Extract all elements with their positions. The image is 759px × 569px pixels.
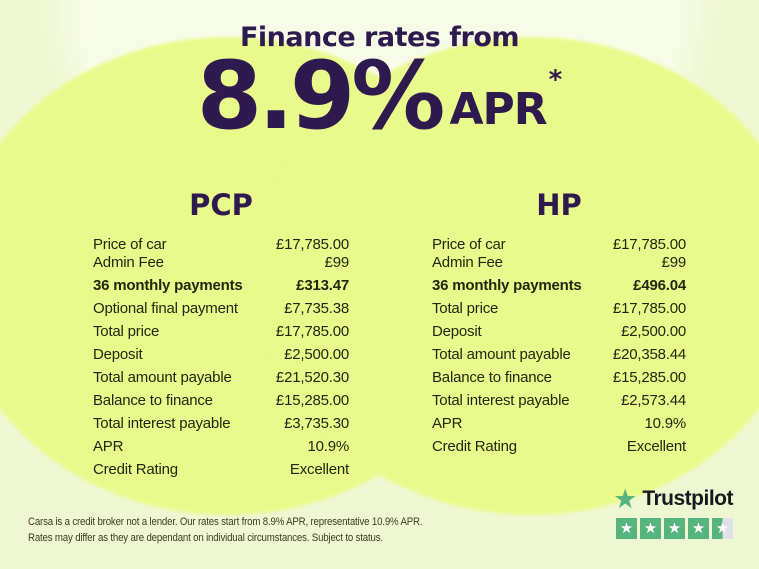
rate-apr-label: APR [449,84,547,135]
finance-row [93,392,349,410]
finance-row-label: Credit Rating [93,461,178,478]
finance-row-label: Credit Rating [432,438,517,455]
finance-row-label: Total price [432,300,499,317]
finance-row-label: 36 monthly payments [432,277,582,294]
trustpilot-star-box [712,518,733,539]
finance-row-label: Deposit [93,346,143,363]
finance-row [432,300,686,318]
finance-row [93,300,349,318]
finance-row [432,323,686,341]
finance-row-value: £17,785.00 [275,323,349,340]
trustpilot-star-icon: ★ [613,484,638,514]
finance-row-value: £3,735.30 [284,415,349,432]
finance-row-value: 10.9% [644,415,686,432]
finance-row [432,438,686,456]
star-icon: ★ [667,520,682,537]
rate-suffix [449,65,563,136]
star-icon: ★ [643,520,658,537]
finance-row-label: Optional final payment [93,300,238,317]
finance-row [432,277,686,295]
finance-row-label: Total amount payable [432,346,571,363]
finance-row [93,254,349,272]
finance-row-label: Balance to finance [432,369,552,386]
finance-row-label: Total amount payable [93,369,232,386]
finance-row [93,369,349,387]
headline-rate [0,42,759,151]
trustpilot-rating-stars [616,518,733,539]
finance-row [93,438,349,456]
trustpilot-star-box [640,518,661,539]
finance-row-value: £2,573.44 [621,392,686,409]
disclaimer-line-1: Carsa is a credit broker not a lender. Our rates start from 8.9% APR, representative 10.9% APR. [28,516,423,528]
hp-table-rows [432,236,686,456]
finance-row-value: £313.47 [296,277,349,294]
star-icon: ★ [715,520,730,537]
finance-row [93,415,349,433]
pcp-table-rows [93,236,349,479]
finance-row [93,323,349,341]
finance-row [93,236,349,254]
finance-row [432,254,686,272]
finance-row-label: Total price [93,323,160,340]
star-icon: ★ [619,520,634,537]
finance-row-value: £17,785.00 [612,236,686,253]
finance-row-label: Price of car [432,236,506,253]
finance-row [93,277,349,295]
finance-row-label: 36 monthly payments [93,277,243,294]
finance-row [432,369,686,387]
hp-table [432,189,686,461]
finance-row-value: Excellent [289,461,349,478]
finance-row-value: £99 [324,254,349,271]
finance-row-label: Deposit [432,323,482,340]
trustpilot-star-box [688,518,709,539]
finance-row-label: Balance to finance [93,392,213,409]
hp-table-title: HP [536,188,582,222]
trustpilot-logo [613,484,733,514]
finance-row [432,415,686,433]
finance-row [93,461,349,479]
finance-row-label: Admin Fee [93,254,164,271]
finance-row [432,236,686,254]
finance-row-value: £20,358.44 [612,346,686,363]
finance-row-value: £496.04 [633,277,686,294]
finance-row [432,392,686,410]
rate-asterisk: * [548,65,563,95]
finance-row [93,346,349,364]
finance-row-value: 10.9% [307,438,349,455]
disclaimer-text [28,514,422,546]
finance-row-value: £21,520.30 [275,369,349,386]
finance-row-label: APR [432,415,463,432]
disclaimer-line-2: Rates may differ as they are dependant on individual circumstances. Subject to status. [28,532,383,544]
finance-row-value: £15,285.00 [275,392,349,409]
trustpilot-brand: Trustpilot [642,487,733,510]
trustpilot-star-box [664,518,685,539]
star-icon: ★ [691,520,706,537]
rate-value: 8.9% [196,42,442,151]
finance-row-value: £15,285.00 [612,369,686,386]
finance-row-value: £2,500.00 [284,346,349,363]
pcp-table [93,189,349,484]
finance-row-label: Total interest payable [432,392,570,409]
finance-row-label: Total interest payable [93,415,231,432]
finance-row-label: APR [93,438,124,455]
finance-row [432,346,686,364]
finance-row-value: £2,500.00 [621,323,686,340]
page-title: Finance rates from [239,22,520,53]
finance-row-value: £17,785.00 [275,236,349,253]
trustpilot-widget[interactable] [613,484,733,539]
finance-row-value: £99 [661,254,686,271]
finance-row-label: Price of car [93,236,167,253]
finance-row-label: Admin Fee [432,254,503,271]
pcp-table-title: PCP [189,188,253,222]
finance-row-value: £7,735.38 [284,300,349,317]
finance-row-value: £17,785.00 [612,300,686,317]
trustpilot-star-box [616,518,637,539]
finance-row-value: Excellent [626,438,686,455]
